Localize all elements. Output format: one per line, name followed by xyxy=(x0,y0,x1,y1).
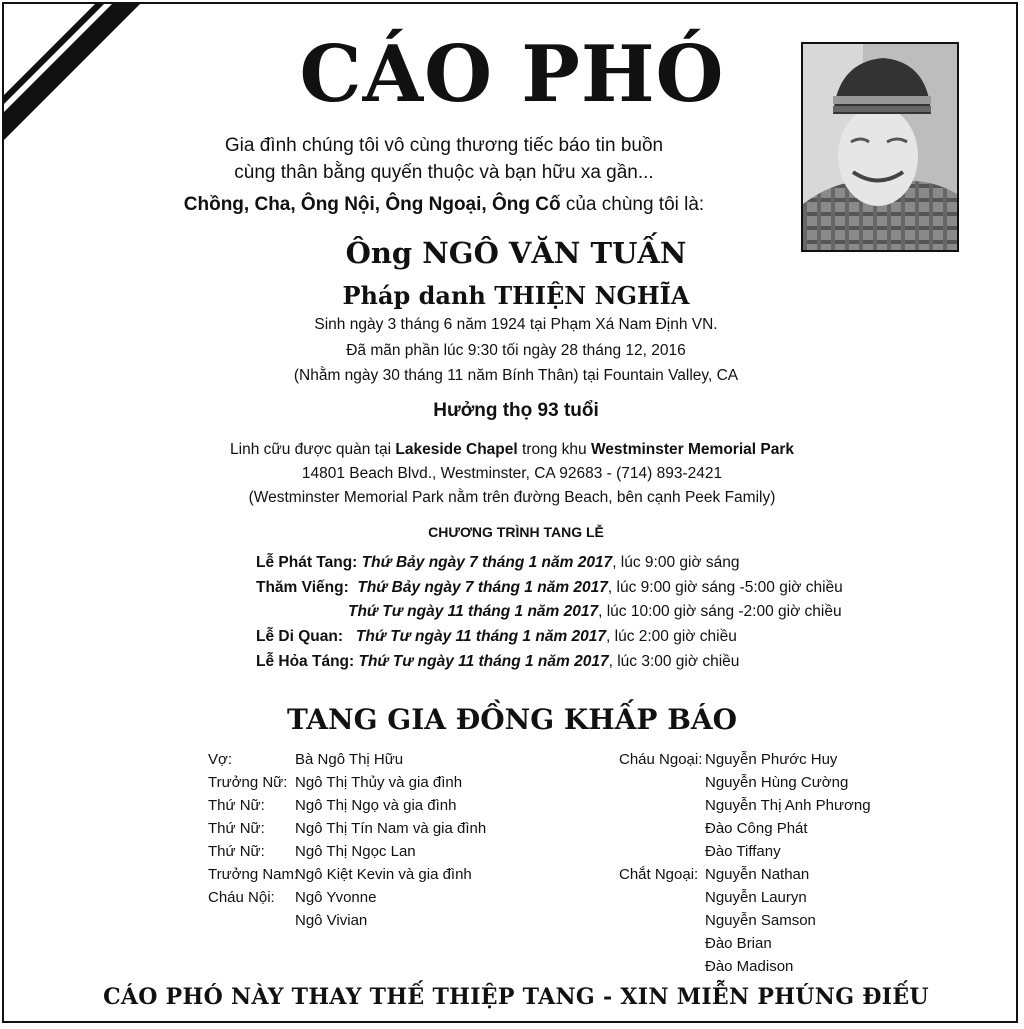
family-row: Thứ Nữ: Ngô Thị Ngọ và gia đình xyxy=(208,797,457,814)
family-row: Thứ Nữ: Ngô Thị Tín Nam và gia đình xyxy=(208,820,487,837)
family-row: Nguyễn Samson xyxy=(705,912,816,929)
family-row: Vợ: Bà Ngô Thị Hữu xyxy=(208,751,404,768)
family-row: Thứ Nữ: Ngô Thị Ngọc Lan xyxy=(208,843,416,860)
program-item: Lễ Hỏa Táng: Thứ Tư ngày 11 tháng 1 năm 2017, lúc 3:00 giờ chiều xyxy=(256,653,740,670)
family-row: Cháu Nội: Ngô Yvonne xyxy=(208,889,377,906)
family-row: Nguyễn Thị Anh Phương xyxy=(705,797,871,814)
family-row: Đào Madison xyxy=(705,958,794,975)
family-row: Trưởng Nam:Ngô Kiệt Kevin và gia đình xyxy=(208,866,472,883)
venue-address: 14801 Beach Blvd., Westminster, CA 92683 - (714) 893-2421 xyxy=(301,465,723,482)
venue-prefix: Linh cữu được quàn tại xyxy=(230,441,396,458)
deceased-name: Ông NGÔ VĂN TUẤN xyxy=(345,236,687,270)
program-item: Thứ Tư ngày 11 tháng 1 năm 2017, lúc 10:00 giờ sáng -2:00 giờ chiều xyxy=(348,603,842,620)
program-item: Lễ Di Quan: Thứ Tư ngày 11 tháng 1 năm 2017, lúc 2:00 giờ chiều xyxy=(256,628,737,645)
family-row: Nguyễn Hùng Cường xyxy=(705,774,849,791)
family-row: Đào Công Phát xyxy=(705,820,808,837)
age-info: Hưởng thọ 93 tuổi xyxy=(433,400,599,421)
birth-info: Sinh ngày 3 tháng 6 năm 1924 tại Phạm Xá Nam Định VN. xyxy=(314,316,718,333)
program-item: Thăm Viếng: Thứ Bảy ngày 7 tháng 1 năm 2017, lúc 9:00 giờ sáng -5:00 giờ chiều xyxy=(256,579,843,596)
family-row: Đào Brian xyxy=(705,935,772,952)
portrait-image xyxy=(803,44,957,250)
venue-note: (Westminster Memorial Park nằm trên đường Beach, bên cạnh Peek Family) xyxy=(248,489,776,506)
family-list-left xyxy=(208,748,486,932)
footer-notice: CÁO PHÓ NÀY THAY THẾ THIỆP TANG - XIN MIỄN PHÚNG ĐIẾU xyxy=(103,984,929,1010)
dharma-name: Pháp danh THIỆN NGHĨA xyxy=(342,281,690,310)
family-row: Ngô Vivian xyxy=(295,912,368,929)
family-announcement: TANG GIA ĐỒNG KHẤP BÁO xyxy=(287,703,737,736)
family-row: Đào Tiffany xyxy=(705,843,781,860)
relations-suffix: của chùng tôi là: xyxy=(560,194,705,215)
program-title: CHƯƠNG TRÌNH TANG LỄ xyxy=(428,524,604,540)
death-info: Đã mãn phần lúc 9:30 tối ngày 28 tháng 12, 2016 xyxy=(346,342,686,359)
portrait-photo xyxy=(801,42,959,252)
venue-middle: trong khu xyxy=(517,441,591,458)
venue-park: Westminster Memorial Park xyxy=(590,441,794,458)
family-row: Trưởng Nữ: Ngô Thị Thủy và gia đình xyxy=(208,774,463,791)
venue-chapel: Lakeside Chapel xyxy=(395,441,518,458)
family-row: Chắt Ngoại: Nguyễn Nathan xyxy=(619,866,810,883)
relations-list: Chồng, Cha, Ông Nội, Ông Ngoại, Ông Cố xyxy=(183,194,561,215)
page-title: CÁO PHÓ xyxy=(299,29,725,120)
lunar-date-info: (Nhằm ngày 30 tháng 11 năm Bính Thân) tại Fountain Valley, CA xyxy=(293,367,739,384)
intro-line-1: Gia đình chúng tôi vô cùng thương tiếc báo tin buồn xyxy=(224,135,664,156)
family-row: Nguyễn Lauryn xyxy=(705,889,807,906)
venue-line xyxy=(0,439,1024,461)
intro-line-2: cùng thân bằng quyến thuộc và bạn hữu xa gần... xyxy=(234,162,654,183)
program-item: Lễ Phát Tang: Thứ Bảy ngày 7 tháng 1 năm 2017, lúc 9:00 giờ sáng xyxy=(256,554,740,571)
family-row: Cháu Ngoại: Nguyễn Phước Huy xyxy=(619,751,838,768)
family-list-right xyxy=(619,748,871,978)
